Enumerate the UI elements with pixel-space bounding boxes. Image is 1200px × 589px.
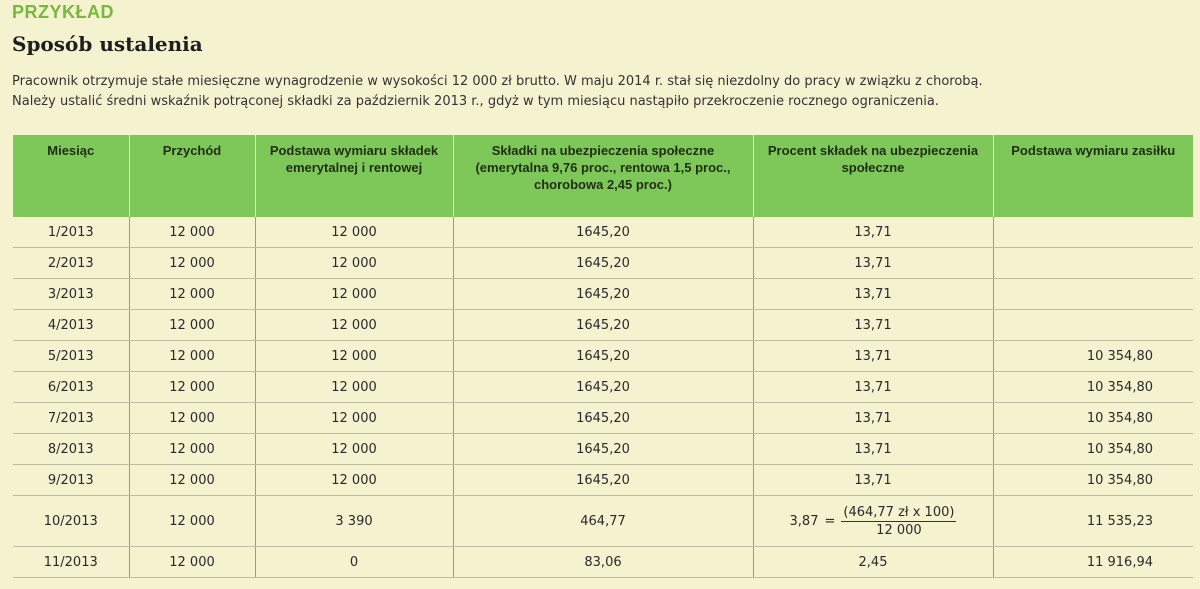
cell-contribution-base: 12 000 <box>255 279 453 310</box>
cell-income: 12 000 <box>129 403 255 434</box>
cell-benefit-base <box>993 279 1193 310</box>
col-header-contributions: Składki na ubezpieczenia społeczne (emerytalna 9,76 proc., rentowa 1,5 proc., chorobowa 2,45 proc.) <box>453 135 753 217</box>
cell-contribution-base: 12 000 <box>255 341 453 372</box>
cell-contribution-base: 12 000 <box>255 403 453 434</box>
cell-contribution-base: 12 000 <box>255 434 453 465</box>
cell-income: 12 000 <box>129 310 255 341</box>
cell-month: 6/2013 <box>13 372 129 403</box>
cell-contributions: 1645,20 <box>453 341 753 372</box>
cell-percent: 13,71 <box>753 403 993 434</box>
formula-fraction <box>841 505 956 538</box>
cell-month: 7/2013 <box>13 403 129 434</box>
table-row-october <box>13 496 1193 547</box>
table-row <box>13 310 1193 341</box>
table-row <box>13 279 1193 310</box>
cell-contribution-base: 3 390 <box>255 496 453 547</box>
col-header-contribution-base: Podstawa wymiaru składek emerytalnej i rentowej <box>255 135 453 217</box>
cell-income: 12 000 <box>129 279 255 310</box>
cell-income: 12 000 <box>129 248 255 279</box>
percent-formula <box>790 505 957 538</box>
cell-percent: 13,71 <box>753 248 993 279</box>
table-row <box>13 465 1193 496</box>
cell-percent: 13,71 <box>753 217 993 248</box>
cell-month: 5/2013 <box>13 341 129 372</box>
cell-month: 11/2013 <box>13 547 129 578</box>
cell-percent: 13,71 <box>753 341 993 372</box>
cell-percent: 13,71 <box>753 279 993 310</box>
cell-percent: 2,45 <box>753 547 993 578</box>
cell-benefit-base: 10 354,80 <box>993 465 1193 496</box>
cell-benefit-base <box>993 248 1193 279</box>
cell-percent: 13,71 <box>753 372 993 403</box>
cell-contributions: 1645,20 <box>453 217 753 248</box>
cell-month: 4/2013 <box>13 310 129 341</box>
cell-month: 2/2013 <box>13 248 129 279</box>
formula-result: 3,87 <box>789 513 819 529</box>
cell-contributions: 1645,20 <box>453 465 753 496</box>
table-row <box>13 248 1193 279</box>
cell-benefit-base: 11 916,94 <box>993 547 1193 578</box>
table-row <box>13 217 1193 248</box>
table-row <box>13 403 1193 434</box>
cell-benefit-base <box>993 310 1193 341</box>
cell-income: 12 000 <box>129 434 255 465</box>
col-header-month: Miesiąc <box>13 135 129 217</box>
cell-benefit-base <box>993 217 1193 248</box>
cell-benefit-base: 10 354,80 <box>993 434 1193 465</box>
cell-contribution-base: 0 <box>255 547 453 578</box>
col-header-income: Przychód <box>129 135 255 217</box>
formula-denominator: 12 000 <box>876 522 922 538</box>
example-label: PRZYKŁAD <box>12 2 114 22</box>
cell-contribution-base: 12 000 <box>255 310 453 341</box>
formula-equals: = <box>824 513 836 529</box>
cell-income: 12 000 <box>129 496 255 547</box>
col-header-benefit-base: Podstawa wymiaru zasiłku <box>993 135 1193 217</box>
cell-income: 12 000 <box>129 547 255 578</box>
cell-contribution-base: 12 000 <box>255 248 453 279</box>
cell-percent: 13,71 <box>753 310 993 341</box>
cell-income: 12 000 <box>129 217 255 248</box>
table-row <box>13 372 1193 403</box>
intro-line-1: Pracownik otrzymuje stałe miesięczne wynagrodzenie w wysokości 12 000 zł brutto. W maju 2014 r. stał się niezdolny do pracy w związku z chorobą. <box>12 74 983 89</box>
cell-contribution-base: 12 000 <box>255 217 453 248</box>
cell-month: 3/2013 <box>13 279 129 310</box>
cell-percent-formula <box>753 496 993 547</box>
table-header-row <box>13 135 1193 217</box>
cell-income: 12 000 <box>129 372 255 403</box>
cell-month: 8/2013 <box>13 434 129 465</box>
cell-month: 9/2013 <box>13 465 129 496</box>
cell-benefit-base: 11 535,23 <box>993 496 1193 547</box>
cell-contributions: 464,77 <box>453 496 753 547</box>
formula-numerator: (464,77 zł x 100) <box>843 504 955 520</box>
cell-benefit-base: 10 354,80 <box>993 341 1193 372</box>
table-row <box>13 434 1193 465</box>
cell-benefit-base: 10 354,80 <box>993 403 1193 434</box>
cell-contributions: 1645,20 <box>453 372 753 403</box>
cell-contributions: 83,06 <box>453 547 753 578</box>
cell-income: 12 000 <box>129 465 255 496</box>
intro-paragraph <box>12 72 1192 112</box>
cell-contributions: 1645,20 <box>453 248 753 279</box>
cell-percent: 13,71 <box>753 465 993 496</box>
cell-contributions: 1645,20 <box>453 403 753 434</box>
page-title: Sposób ustalenia <box>12 32 203 56</box>
cell-contribution-base: 12 000 <box>255 465 453 496</box>
cell-month: 10/2013 <box>13 496 129 547</box>
col-header-percent: Procent składek na ubezpieczenia społeczne <box>753 135 993 217</box>
table-row <box>13 341 1193 372</box>
cell-income: 12 000 <box>129 341 255 372</box>
cell-month: 1/2013 <box>13 217 129 248</box>
cell-percent: 13,71 <box>753 434 993 465</box>
cell-contributions: 1645,20 <box>453 279 753 310</box>
cell-benefit-base: 10 354,80 <box>993 372 1193 403</box>
intro-line-2: Należy ustalić średni wskaźnik potrąconej składki za październik 2013 r., gdyż w tym miesiącu nastąpiło przekroczenie rocznego ograniczenia. <box>12 94 939 109</box>
cell-contributions: 1645,20 <box>453 434 753 465</box>
cell-contributions: 1645,20 <box>453 310 753 341</box>
table-row-november <box>13 547 1193 578</box>
cell-contribution-base: 12 000 <box>255 372 453 403</box>
contributions-table <box>13 135 1193 578</box>
